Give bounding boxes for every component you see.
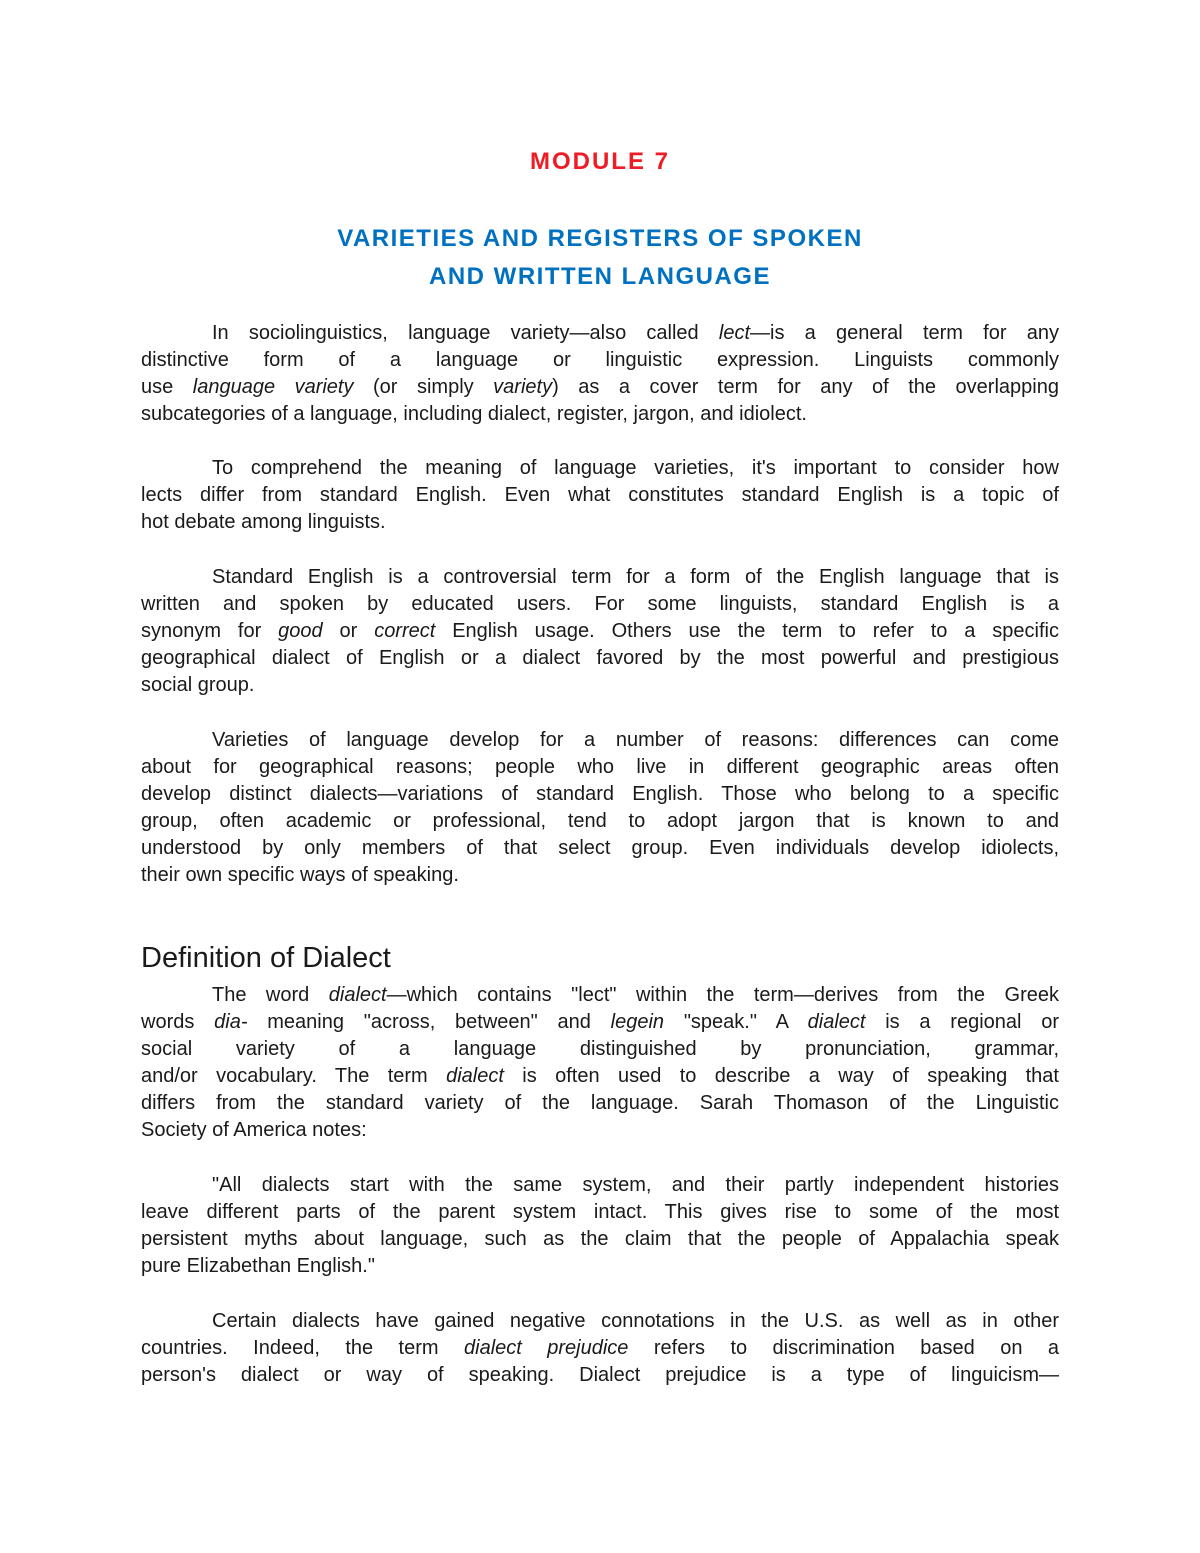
text-segment: is often used to describe a way of speaking that: [503, 1065, 1059, 1087]
italic-term: legein: [610, 1011, 665, 1033]
text-line: [141, 1090, 1059, 1117]
italic-term: language variety: [192, 376, 354, 398]
text-segment: To comprehend the meaning of language varieties, it's important to consider how: [212, 457, 1059, 479]
text-line: [141, 618, 1059, 645]
text-line: [141, 564, 1059, 591]
text-line: [141, 1226, 1059, 1253]
italic-term: good: [278, 620, 323, 642]
italic-term: dialect prejudice: [464, 1337, 629, 1359]
text-segment: persistent myths about language, such as the claim that the people of Appalachia speak: [141, 1228, 1059, 1250]
paragraph-dialect-prejudice: [141, 1308, 1059, 1389]
text-segment: person's dialect or way of speaking. Dialect prejudice is a type of linguicism—: [141, 1364, 1059, 1386]
text-line: [141, 1253, 1059, 1280]
text-line: [141, 1036, 1059, 1063]
text-segment: social group.: [141, 674, 255, 696]
text-line: [141, 754, 1059, 781]
text-segment: —which contains "lect" within the term—derives from the Greek: [386, 984, 1059, 1006]
text-segment: written and spoken by educated users. For some linguists, standard English is a: [141, 593, 1059, 615]
text-segment: synonym for: [141, 620, 279, 642]
text-line: [141, 835, 1059, 862]
block-quote: [141, 1172, 1059, 1280]
paragraph-comprehend: [141, 455, 1059, 536]
text-line: [141, 1199, 1059, 1226]
text-segment: Society of America notes:: [141, 1119, 367, 1141]
paragraph-dialect-word: [141, 982, 1059, 1144]
text-segment: —is a general term for any: [750, 322, 1059, 344]
text-line: [141, 727, 1059, 754]
title-line: VARIETIES AND REGISTERS OF SPOKEN: [337, 225, 863, 252]
text-segment: Varieties of language develop for a number of reasons: differences can come: [212, 729, 1059, 751]
text-segment: "All dialects start with the same system, and their partly independent histories: [212, 1174, 1059, 1196]
text-segment: or: [322, 620, 375, 642]
text-segment: pure Elizabethan English.": [141, 1255, 375, 1277]
text-segment: English usage. Others use the term to refer to a specific: [435, 620, 1059, 642]
italic-term: dialect: [328, 984, 387, 1006]
text-line: [141, 1117, 1059, 1144]
text-segment: is a regional or: [865, 1011, 1060, 1033]
text-segment: (or simply: [353, 376, 494, 398]
text-line: [141, 781, 1059, 808]
text-segment: differs from the standard variety of the language. Sarah Thomason of the Linguistic: [141, 1092, 1059, 1114]
italic-term: lect: [718, 322, 751, 344]
text-line: [141, 1308, 1059, 1335]
text-segment: social variety of a language distinguished by pronunciation, grammar,: [141, 1038, 1059, 1060]
text-line: [141, 1362, 1059, 1389]
text-segment: lects differ from standard English. Even what constitutes standard English is a topic of: [141, 484, 1059, 506]
text-segment: meaning "across, between" and: [247, 1011, 611, 1033]
text-segment: subcategories of a language, including dialect, register, jargon, and idiolect.: [141, 403, 807, 425]
text-segment: "speak." A: [664, 1011, 808, 1033]
text-line: [141, 982, 1059, 1009]
paragraph-standard-english: [141, 564, 1059, 699]
module-label: MODULE 7: [529, 148, 670, 175]
text-segment: their own specific ways of speaking.: [141, 864, 459, 886]
italic-term: dialect: [807, 1011, 866, 1033]
text-segment: hot debate among linguists.: [141, 511, 386, 533]
page-title: [0, 220, 1200, 296]
text-line: [141, 374, 1059, 401]
text-segment: about for geographical reasons; people who live in different geographic areas often: [141, 756, 1059, 778]
text-segment: distinctive form of a language or linguistic expression. Linguists commonly: [141, 349, 1059, 371]
text-line: [141, 672, 1059, 699]
italic-term: dia-: [214, 1011, 248, 1033]
text-line: [141, 347, 1059, 374]
italic-term: dialect: [446, 1065, 504, 1087]
text-segment: The word: [212, 984, 329, 1006]
text-line: [141, 645, 1059, 672]
text-segment: In sociolinguistics, language variety—also called: [212, 322, 719, 344]
section-heading: Definition of Dialect: [141, 942, 391, 975]
text-segment: leave different parts of the parent system intact. This gives rise to some of the most: [141, 1201, 1059, 1223]
italic-term: correct: [374, 620, 436, 642]
title-line: AND WRITTEN LANGUAGE: [429, 263, 771, 290]
text-line: [141, 455, 1059, 482]
text-segment: use: [141, 376, 193, 398]
text-segment: geographical dialect of English or a dialect favored by the most powerful and prestigious: [141, 647, 1059, 669]
text-line: [141, 482, 1059, 509]
text-segment: understood by only members of that select group. Even individuals develop idiolects,: [141, 837, 1059, 859]
text-segment: refers to discrimination based on a: [628, 1337, 1060, 1359]
text-line: [141, 1063, 1059, 1090]
italic-term: variety: [493, 376, 553, 398]
text-segment: develop distinct dialects—variations of standard English. Those who belong to a specific: [141, 783, 1059, 805]
text-segment: countries. Indeed, the term: [141, 1337, 465, 1359]
text-segment: Standard English is a controversial term for a form of the English language that is: [212, 566, 1059, 588]
paragraph-language-variety: [141, 320, 1059, 428]
text-line: [141, 591, 1059, 618]
text-segment: group, often academic or professional, tend to adopt jargon that is known to and: [141, 810, 1059, 832]
text-line: [141, 509, 1059, 536]
text-line: [141, 808, 1059, 835]
text-line: [141, 1009, 1059, 1036]
text-line: [141, 1335, 1059, 1362]
text-line: [141, 1172, 1059, 1199]
text-segment: ) as a cover term for any of the overlapping: [552, 376, 1059, 398]
text-segment: Certain dialects have gained negative connotations in the U.S. as well as in other: [212, 1310, 1059, 1332]
text-line: [141, 862, 1059, 889]
text-segment: and/or vocabulary. The term: [141, 1065, 447, 1087]
text-segment: words: [141, 1011, 215, 1033]
paragraph-varieties-develop: [141, 727, 1059, 889]
text-line: [141, 401, 1059, 428]
text-line: [141, 320, 1059, 347]
